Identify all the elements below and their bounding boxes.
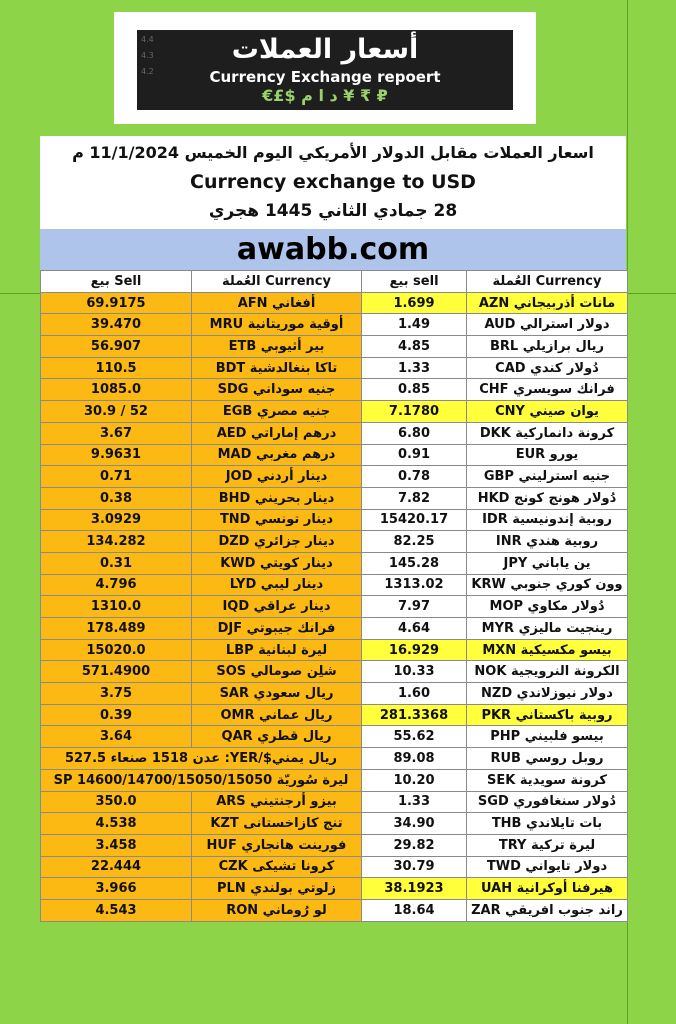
table-row bbox=[41, 856, 628, 878]
sell-value-left: 4.538 bbox=[41, 813, 192, 835]
logo-frame bbox=[114, 12, 536, 124]
currency-name-left: درهم مغربي MAD bbox=[192, 444, 362, 466]
logo-axis-ticks: 4.4 4.3 4.2 bbox=[141, 35, 154, 76]
currency-name-left: دينار ليبي LYD bbox=[192, 574, 362, 596]
page-header bbox=[40, 136, 626, 229]
currency-name-left: جنيه مصري EGB bbox=[192, 401, 362, 423]
sell-value-right: 55.62 bbox=[362, 726, 467, 748]
currency-name-right: مانات أذربيجاني AZN bbox=[467, 292, 628, 314]
currency-name-right: ليرة تركية TRY bbox=[467, 834, 628, 856]
currency-name-right: يورو EUR bbox=[467, 444, 628, 466]
merged-rate-cell: ريال يمني$/YER: عدن 1518 صنعاء 527.5 bbox=[41, 748, 362, 770]
currency-name-left: فرانك جيبوتي DJF bbox=[192, 618, 362, 640]
currency-name-left: ريال سعودي SAR bbox=[192, 683, 362, 705]
currency-name-right: دُولار مكاوي MOP bbox=[467, 596, 628, 618]
sell-value-right: 1313.02 bbox=[362, 574, 467, 596]
currency-name-right: بيسو مكسيكية MXN bbox=[467, 639, 628, 661]
table-row bbox=[41, 769, 628, 791]
sell-value-right: 15420.17 bbox=[362, 509, 467, 531]
logo-arabic-title: أسعار العملات bbox=[231, 34, 419, 65]
currency-name-left: شلِن صومالي SOS bbox=[192, 661, 362, 683]
table-row bbox=[41, 618, 628, 640]
sell-value-left: 134.282 bbox=[41, 531, 192, 553]
sell-value-left: 571.4900 bbox=[41, 661, 192, 683]
table-row bbox=[41, 834, 628, 856]
table-row bbox=[41, 336, 628, 358]
table-row bbox=[41, 466, 628, 488]
currency-name-right: دُولار هونج كونج HKD bbox=[467, 487, 628, 509]
header-sell-right: بيع sell bbox=[362, 271, 467, 293]
table-row bbox=[41, 292, 628, 314]
sell-value-left: 22.444 bbox=[41, 856, 192, 878]
currency-name-left: ليرة لبنانية LBP bbox=[192, 639, 362, 661]
sell-value-right: 6.80 bbox=[362, 422, 467, 444]
sell-value-left: 3.458 bbox=[41, 834, 192, 856]
currency-name-left: فورينت هانجاري HUF bbox=[192, 834, 362, 856]
sell-value-left: 9.9631 bbox=[41, 444, 192, 466]
table-row bbox=[41, 704, 628, 726]
header-currency-left: العُملة Currency bbox=[192, 271, 362, 293]
table-row bbox=[41, 531, 628, 553]
currency-name-left: دينار أردني JOD bbox=[192, 466, 362, 488]
currency-name-right: راند جنوب افريقي ZAR bbox=[467, 899, 628, 921]
sell-value-right: 7.82 bbox=[362, 487, 467, 509]
currency-name-right: كرونة دانماركية DKK bbox=[467, 422, 628, 444]
header-currency-right: العُملة Currency bbox=[467, 271, 628, 293]
sell-value-left: 3.64 bbox=[41, 726, 192, 748]
table-row bbox=[41, 401, 628, 423]
sell-value-right: 0.78 bbox=[362, 466, 467, 488]
sell-value-right: 16.929 bbox=[362, 639, 467, 661]
logo-banner bbox=[137, 30, 513, 110]
table-row bbox=[41, 813, 628, 835]
currency-name-left: زلوتي بولندي PLN bbox=[192, 878, 362, 900]
sell-value-left: 178.489 bbox=[41, 618, 192, 640]
currency-name-right: روبل روسي RUB bbox=[467, 748, 628, 770]
sell-value-left: 3.0929 bbox=[41, 509, 192, 531]
sell-value-left: 1310.0 bbox=[41, 596, 192, 618]
logo-english-title: Currency Exchange repoert bbox=[209, 68, 441, 86]
currency-name-left: بير أثيوبي ETB bbox=[192, 336, 362, 358]
currency-name-left: ريال عماني OMR bbox=[192, 704, 362, 726]
currency-name-right: دُولار سنغافوري SGD bbox=[467, 791, 628, 813]
table-row bbox=[41, 509, 628, 531]
currency-name-right: روبية باكستاني PKR bbox=[467, 704, 628, 726]
currency-name-right: دُولار كندي CAD bbox=[467, 357, 628, 379]
currency-name-left: كرونا تشيكى CZK bbox=[192, 856, 362, 878]
table-row bbox=[41, 878, 628, 900]
currency-name-left: تاكا بنغالدشية BDT bbox=[192, 357, 362, 379]
currency-name-left: دينار بحريني BHD bbox=[192, 487, 362, 509]
table-row bbox=[41, 899, 628, 921]
sell-value-right: 4.64 bbox=[362, 618, 467, 640]
sell-value-right: 281.3368 bbox=[362, 704, 467, 726]
currency-name-right: دولار نيوزلاندي NZD bbox=[467, 683, 628, 705]
sell-value-left: 4.796 bbox=[41, 574, 192, 596]
sell-value-left: 110.5 bbox=[41, 357, 192, 379]
sell-value-right: 1.699 bbox=[362, 292, 467, 314]
table-row bbox=[41, 726, 628, 748]
header-subtitle: Currency exchange to USD bbox=[190, 171, 476, 193]
sell-value-right: 0.85 bbox=[362, 379, 467, 401]
currency-name-left: ريال قطري QAR bbox=[192, 726, 362, 748]
header-date-line: اسعار العملات مقابل الدولار الأمريكي اليوم الخميس 11/1/2024 م bbox=[72, 143, 594, 162]
sell-value-left: 3.966 bbox=[41, 878, 192, 900]
table-row bbox=[41, 791, 628, 813]
currency-name-right: ريال برازيلي BRL bbox=[467, 336, 628, 358]
sell-value-left: 30.9 / 52 bbox=[41, 401, 192, 423]
table-row bbox=[41, 639, 628, 661]
currency-name-right: جنيه استرليني GBP bbox=[467, 466, 628, 488]
sell-value-right: 1.33 bbox=[362, 791, 467, 813]
sell-value-left: 39.470 bbox=[41, 314, 192, 336]
site-name[interactable]: awabb.com bbox=[40, 229, 626, 270]
currency-name-left: جنيه سوداني SDG bbox=[192, 379, 362, 401]
table-row bbox=[41, 661, 628, 683]
currency-name-right: دولار استرالي AUD bbox=[467, 314, 628, 336]
table-row bbox=[41, 379, 628, 401]
sell-value-right: 29.82 bbox=[362, 834, 467, 856]
currency-name-right: روبية هندي INR bbox=[467, 531, 628, 553]
table-header-row bbox=[41, 271, 628, 293]
sell-value-left: 3.75 bbox=[41, 683, 192, 705]
sell-value-left: 15020.0 bbox=[41, 639, 192, 661]
sell-value-right: 34.90 bbox=[362, 813, 467, 835]
currency-name-right: بيسو فلبيني PHP bbox=[467, 726, 628, 748]
currency-name-left: تنج كازاخستانى KZT bbox=[192, 813, 362, 835]
currency-name-left: درهم إماراتي AED bbox=[192, 422, 362, 444]
sell-value-right: 89.08 bbox=[362, 748, 467, 770]
table-row bbox=[41, 422, 628, 444]
sell-value-left: 3.67 bbox=[41, 422, 192, 444]
sell-value-right: 1.49 bbox=[362, 314, 467, 336]
sell-value-left: 4.543 bbox=[41, 899, 192, 921]
sell-value-right: 38.1923 bbox=[362, 878, 467, 900]
sell-value-left: 0.38 bbox=[41, 487, 192, 509]
sell-value-right: 82.25 bbox=[362, 531, 467, 553]
currency-name-left: دينار كويتي KWD bbox=[192, 552, 362, 574]
sell-value-right: 145.28 bbox=[362, 552, 467, 574]
table-row bbox=[41, 748, 628, 770]
sell-value-left: 1085.0 bbox=[41, 379, 192, 401]
table-row bbox=[41, 487, 628, 509]
sell-value-left: 0.39 bbox=[41, 704, 192, 726]
sell-value-left: 69.9175 bbox=[41, 292, 192, 314]
sell-value-right: 10.33 bbox=[362, 661, 467, 683]
sell-value-right: 7.97 bbox=[362, 596, 467, 618]
merged-rate-cell: ليرة سُوريّة SP 14600/14700/15050/15050 bbox=[41, 769, 362, 791]
sell-value-right: 30.79 bbox=[362, 856, 467, 878]
currency-name-left: بيزو أرجنتيني ARS bbox=[192, 791, 362, 813]
currency-table bbox=[40, 270, 628, 922]
sell-value-right: 18.64 bbox=[362, 899, 467, 921]
currency-name-right: وون كوري جنوبي KRW bbox=[467, 574, 628, 596]
currency-name-left: دينار عراقي IQD bbox=[192, 596, 362, 618]
sell-value-left: 350.0 bbox=[41, 791, 192, 813]
currency-name-right: فرانك سويسري CHF bbox=[467, 379, 628, 401]
sell-value-right: 1.33 bbox=[362, 357, 467, 379]
currency-name-right: دولار تايواني TWD bbox=[467, 856, 628, 878]
table-row bbox=[41, 552, 628, 574]
sell-value-right: 4.85 bbox=[362, 336, 467, 358]
table-row bbox=[41, 596, 628, 618]
sell-value-right: 1.60 bbox=[362, 683, 467, 705]
currency-name-right: يوان صيني CNY bbox=[467, 401, 628, 423]
table-row bbox=[41, 683, 628, 705]
logo-tagline: €£$ د ا م ¥ ₹ ₽ bbox=[262, 86, 388, 105]
sell-value-right: 0.91 bbox=[362, 444, 467, 466]
currency-name-left: لو رُوماني RON bbox=[192, 899, 362, 921]
sell-value-left: 0.31 bbox=[41, 552, 192, 574]
sell-value-left: 56.907 bbox=[41, 336, 192, 358]
currency-name-right: روبية إندونيسية IDR bbox=[467, 509, 628, 531]
table-row bbox=[41, 357, 628, 379]
currency-name-right: ين ياباني JPY bbox=[467, 552, 628, 574]
currency-name-right: بات تايلاندي THB bbox=[467, 813, 628, 835]
header-sell-left: بيع Sell bbox=[41, 271, 192, 293]
sell-value-left: 0.71 bbox=[41, 466, 192, 488]
table-row bbox=[41, 444, 628, 466]
currency-name-right: رينجيت ماليزي MYR bbox=[467, 618, 628, 640]
table-row bbox=[41, 314, 628, 336]
currency-name-right: كرونة سويدية SEK bbox=[467, 769, 628, 791]
sell-value-right: 10.20 bbox=[362, 769, 467, 791]
sell-value-right: 7.1780 bbox=[362, 401, 467, 423]
currency-name-right: الكرونة النرويجية NOK bbox=[467, 661, 628, 683]
currency-name-left: أوقية موريتانية MRU bbox=[192, 314, 362, 336]
header-hijri-date: 28 جمادي الثاني 1445 هجري bbox=[208, 201, 458, 221]
currency-name-right: هيرفنا أوكرانية UAH bbox=[467, 878, 628, 900]
currency-name-left: أفغاني AFN bbox=[192, 292, 362, 314]
currency-name-left: دينار تونسي TND bbox=[192, 509, 362, 531]
table-row bbox=[41, 574, 628, 596]
currency-name-left: دينار جزائري DZD bbox=[192, 531, 362, 553]
